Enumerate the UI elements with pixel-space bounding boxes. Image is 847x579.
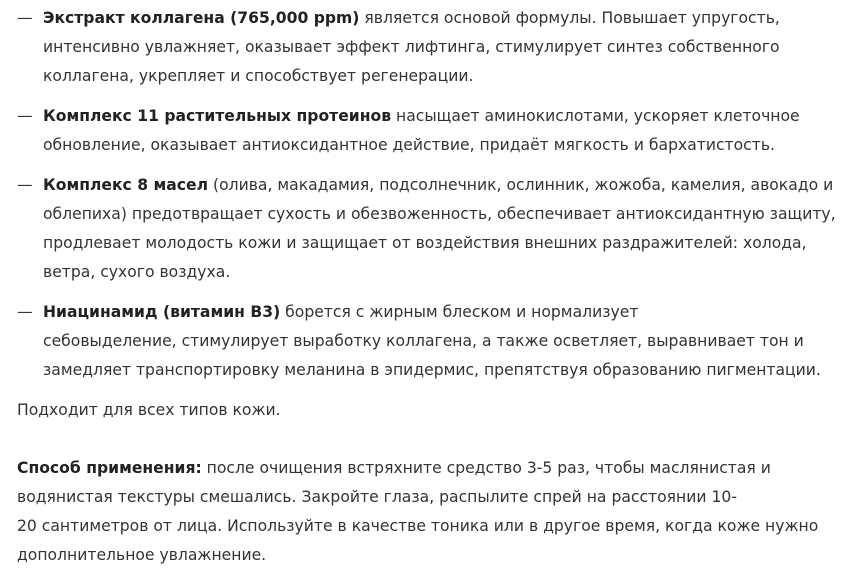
ingredient-text-line: себовыделение, стимулирует выработку коллагена, а также осветляет, выравнивает тон и <box>43 332 804 350</box>
ingredient-name: Комплекс 8 масел <box>43 176 209 194</box>
list-dash: — <box>17 9 33 27</box>
ingredient-text-line: продлевает молодость кожи и защищает от воздействия внешних раздражителей: холода, <box>43 234 807 252</box>
ingredient-collagen <box>17 4 837 91</box>
ingredient-name: Экстракт коллагена (765,000 ppm) <box>43 9 360 27</box>
list-dash: — <box>17 303 33 321</box>
list-dash: — <box>17 107 33 125</box>
ingredient-text-line: борется с жирным блеском и нормализует <box>280 303 639 321</box>
ingredient-text-line: облепиха) предотвращает сухость и обезвоженность, обеспечивает антиоксидантную защиту, <box>43 205 836 223</box>
list-dash: — <box>17 176 33 194</box>
usage-text-line: после очищения встряхните средство 3-5 раз, чтобы маслянистая и <box>201 459 771 477</box>
usage-text-line: дополнительное увлажнение. <box>17 546 267 564</box>
ingredient-text-line: интенсивно увлажняет, оказывает эффект лифтинга, стимулирует синтез собственного <box>43 38 780 56</box>
usage-text-line: 20 сантиметров от лица. Используйте в качестве тоника или в другое время, когда коже нужно <box>17 517 819 535</box>
ingredient-niacinamide <box>17 298 837 385</box>
ingredient-name: Ниацинамид (витамин В3) <box>43 303 281 321</box>
ingredient-text-line: коллагена, укрепляет и способствует регенерации. <box>43 67 474 85</box>
ingredient-list <box>17 4 837 385</box>
ingredient-text-line: ветра, сухого воздуха. <box>43 263 231 281</box>
usage-instructions <box>17 454 837 570</box>
product-description <box>17 4 837 570</box>
skin-types-note: Подходит для всех типов кожи. <box>17 401 281 419</box>
ingredient-name: Комплекс 11 растительных протеинов <box>43 107 392 125</box>
ingredient-text-line: насыщает аминокислотами, ускоряет клеточное <box>391 107 800 125</box>
usage-text-line: водянистая текстуры смешались. Закройте глаза, распылите спрей на расстоянии 10- <box>17 488 737 506</box>
ingredient-text-line: обновление, оказывает антиоксидантное действие, придаёт мягкость и бархатистость. <box>43 136 775 154</box>
ingredient-oils <box>17 171 837 287</box>
ingredient-text-line: (олива, макадамия, подсолнечник, ослинник, жожоба, камелия, авокадо и <box>208 176 834 194</box>
ingredient-text-line: является основой формулы. Повышает упругость, <box>359 9 780 27</box>
ingredient-text-line: замедляет транспортировку меланина в эпидермис, препятствуя образованию пигментации. <box>43 361 821 379</box>
usage-label: Способ применения: <box>17 459 202 477</box>
ingredient-proteins <box>17 102 837 160</box>
